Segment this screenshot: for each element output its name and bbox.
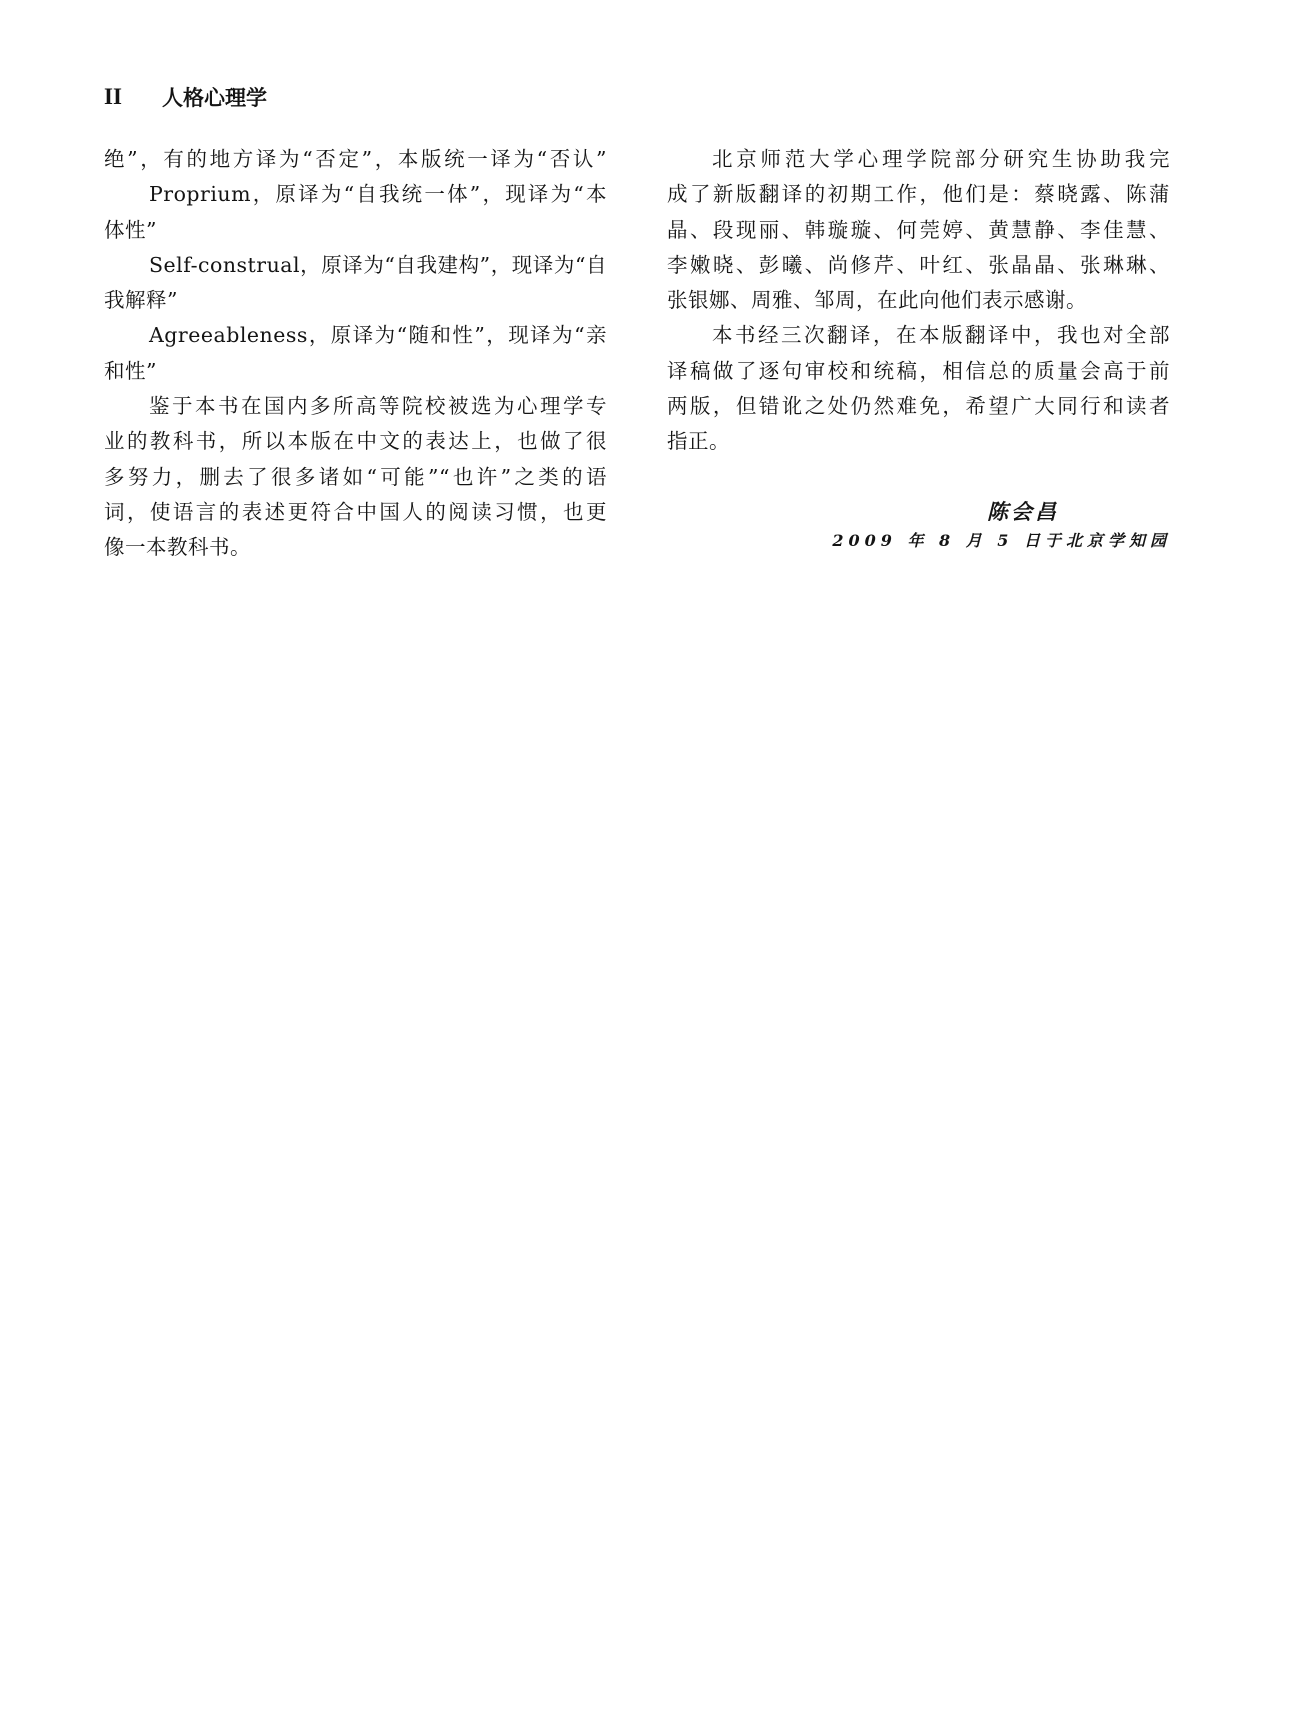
paragraph-start-line: 鉴于本书在国内多所高等院校被选为心理学专 (149, 394, 607, 419)
signature-block (832, 496, 1171, 554)
text-line: 像一本教科书。 (104, 535, 251, 560)
text-line: 张银娜、周雅、邹周，在此向他们表示感谢。 (667, 288, 1087, 313)
text-line: 译稿做了逐句审校和统稿，相信总的质量会高于前 (667, 358, 1170, 383)
running-header-title: 人格心理学 (162, 86, 267, 110)
page-number: II (104, 84, 122, 109)
text-line: 绝”，有的地方译为“否定”，本版统一译为“否认” (104, 147, 607, 171)
term-line-agreeableness: Agreeableness，原译为“随和性”，现译为“亲 (149, 323, 607, 348)
text-line: 指正。 (667, 429, 730, 454)
text-line: 多努力，删去了很多诸如“可能”“也许”之类的语 (104, 464, 607, 489)
text-line: 我解释” (104, 288, 178, 313)
paragraph-start-line: 本书经三次翻译，在本版翻译中，我也对全部 (712, 323, 1170, 348)
text-line: 两版，但错讹之处仍然难免，希望广大同行和读者 (667, 394, 1170, 419)
text-line: 成了新版翻译的初期工作，他们是：蔡晓露、陈蒲 (667, 182, 1170, 207)
right-column (667, 142, 1170, 460)
term-line-self-construal: Self-construal，原译为“自我建构”，现译为“自 (149, 252, 607, 277)
left-column (104, 142, 607, 566)
text-line: 词，使语言的表述更符合中国人的阅读习惯，也更 (104, 499, 607, 524)
text-line: 晶、段现丽、韩璇璇、何莞婷、黄慧静、李佳慧、 (667, 217, 1170, 242)
text-line: 体性” (104, 217, 157, 242)
running-header (104, 82, 267, 112)
text-line: 和性” (104, 358, 157, 383)
paragraph-start-line: 北京师范大学心理学院部分研究生协助我完 (712, 147, 1170, 171)
author-signature-name: 陈会昌 (987, 499, 1059, 524)
text-line: 业的教科书，所以本版在中文的表达上，也做了很 (104, 429, 607, 454)
term-line-proprium: Proprium，原译为“自我统一体”，现译为“本 (149, 182, 607, 207)
text-line: 李嫩晓、彭曦、尚修芹、叶红、张晶晶、张琳琳、 (667, 252, 1170, 277)
signature-date-place: 2009 年 8 月 5 日于北京学知园 (832, 531, 1171, 550)
